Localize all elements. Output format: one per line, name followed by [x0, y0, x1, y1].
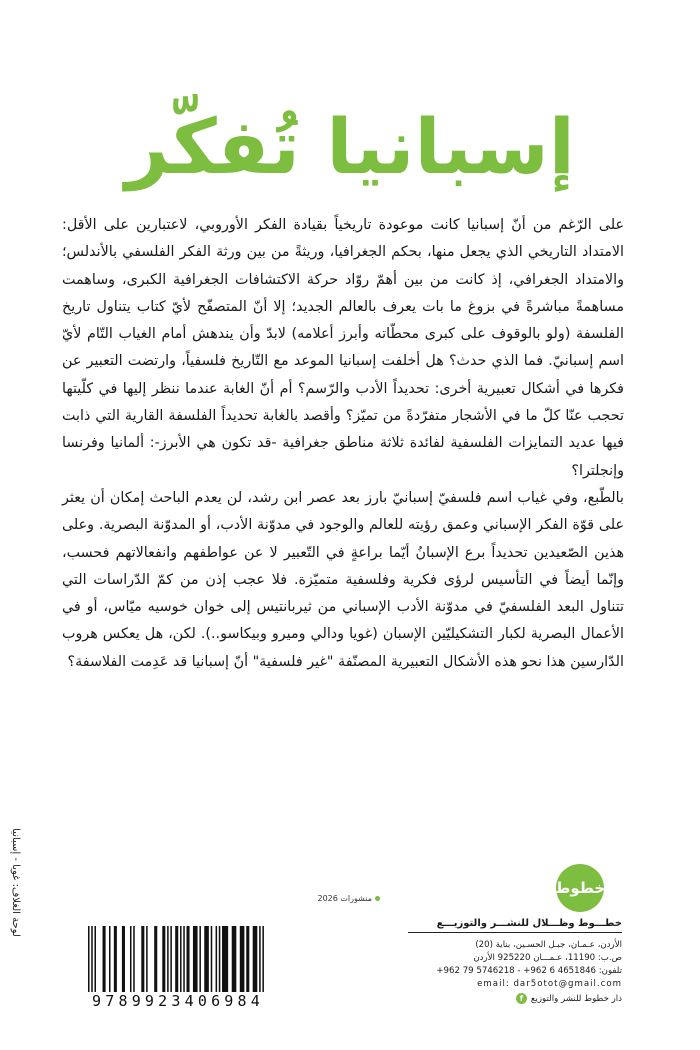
publisher-address: الأردن، عـمـان، جبـل الحسـين، بناية (20) — [475, 940, 622, 950]
publisher-logo — [556, 864, 604, 912]
barcode-bar — [130, 926, 132, 996]
barcode-bar — [259, 926, 261, 996]
edition-text: منشورات 2026 — [317, 894, 372, 903]
barcode-bar — [240, 926, 245, 996]
barcode-bars — [88, 926, 264, 996]
barcode-bar — [262, 926, 264, 996]
barcode-bar — [114, 926, 117, 996]
publisher-logo-text: خطوط — [554, 879, 606, 897]
barcode-bar — [175, 926, 178, 996]
isbn-barcode — [88, 926, 264, 1014]
barcode-bar — [122, 926, 125, 996]
barcode-bar — [204, 926, 209, 996]
barcode-bar — [133, 926, 135, 996]
barcode-bar — [162, 926, 165, 996]
barcode-bar — [146, 926, 148, 996]
edition-label — [300, 894, 380, 903]
cover-art-credit — [0, 822, 30, 942]
facebook-page-name: دار خطوط للنشر والتوزيع — [530, 993, 622, 1004]
barcode-bar — [246, 926, 249, 996]
publisher-email: email: dar5otot@gmail.com — [477, 979, 622, 989]
barcode-bar — [222, 926, 228, 996]
bullet-icon — [375, 896, 380, 901]
barcode-bar — [180, 926, 182, 996]
barcode-bar — [103, 926, 106, 996]
cover-art-credit-text: لوحة الغلاف: غويا - إسبانيا — [9, 827, 21, 937]
publisher-info — [408, 918, 622, 1004]
barcode-bar — [109, 926, 111, 996]
barcode-bar — [232, 926, 237, 996]
barcode-bar — [154, 926, 157, 996]
barcode-bar — [193, 926, 198, 996]
barcode-bar — [167, 926, 169, 996]
barcode-bar — [219, 926, 221, 996]
barcode-bar — [211, 926, 213, 996]
facebook-icon: f — [516, 993, 527, 1004]
barcode-bar — [91, 926, 93, 996]
barcode-bar — [183, 926, 185, 996]
back-cover-text — [62, 212, 624, 676]
publisher-po-box: ص.ب: 11190، عـمـــان 925220 الأردن — [473, 953, 622, 963]
barcode-bar — [199, 926, 201, 996]
publisher-facebook — [408, 993, 622, 1004]
publisher-name: خطـــوط وظـــلال للنشـــر والتوزيـــع — [408, 918, 622, 933]
barcode-bar — [141, 926, 144, 996]
publisher-phone: تلفون: 4651846 6 962+ - 5746218 79 962+ — [436, 966, 622, 976]
barcode-bar — [94, 926, 96, 996]
paragraph-2: بالطّبع، وفي غياب اسم فلسفيّ إسبانيّ بارز بعد عصر ابن رشد، لن يعدم الباحث إمكان أن يعثر على قوّة الفكر الإسباني وعمق رؤيته للعالم والوجود في مدوّنة الأدب، أو المدوّنة البصرية. وعلى هذين الصّعيدين تحديداً برع الإسبانُ أيّما براعةٍ في التّعبير لا عن عواطفهم وانفعالاتهم فحسب، وإنّما أيضاً في التأسيس لرؤى فكرية وفلسفية متميّزة. فلا عجب إذن من كمّ الدّراسات التي تتناول البعد الفلسفيّ في مدوّنة الأدب الإسباني من ثيربانتيس إلى خوان خوسيه ميّاس، أو في الأعمال البصرية لكبار التشكيليّين الإسبان (غويا ودالي وميرو وبيكاسو..). لكن، هل يعكس هروب الدّارسين هذا نحو هذه الأشكال التعبيرية المصنّفة "غير فلسفية" أنّ إسبانيا قد عَدِمت الفلاسفة؟ — [62, 489, 624, 670]
paragraph-1: على الرّغم من أنّ إسبانيا كانت موعودة تاريخياً بقيادة الفكر الأوروبي، لاعتبارين على الأقل: الامتداد التاريخي الذي يجعل منها، بحكم الجغرافيا، وريثةً من بين ورثة الفكر الفلسفي بالأندلس؛ والامتداد الجغرافي، إذ كانت من بين أهمّ روّاد حركة الاكتشافات الجغرافية الكبرى، وساهمت مساهمةً مباشرةً في بزوغ ما بات يعرف بالعالم الجديد؛ إلا أنّ المتصفّح لأيّ كتاب يتناول تاريخ الفلسفة (ولو بالوقوف على كبرى محطّاته وأبرز أعلامه) لابدّ وأن يندهش أمام الغياب التّام لأيّ اسم إسبانيّ. فما الذي حدث؟ هل أخلفت إسبانيا الموعد مع التّاريخ فلسفياً، وارتضت التعبير عن فكرها في أشكال تعبيرية أخرى: تحديداً الأدب والرّسم؟ أم أنّ الغابة عندما ننظر إليها في كلّيتها تحجب عنّا كلّ ما في الأشجار متفرّدةً من تميّز؟ وأقصد بالغابة تحديداً الفلسفة القارية التي ذابت فيها عديد التمايزات الفلسفية لفائدة ثلاثة مناطق جغرافية -قد تكون هي الأبرز-: ألمانيا وفرنسا وإنجلترا؟ — [62, 217, 624, 479]
barcode-bar — [216, 926, 218, 996]
barcode-bar — [187, 926, 190, 996]
barcode-bar — [170, 926, 172, 996]
barcode-bar — [253, 926, 258, 996]
barcode-bar — [88, 926, 90, 996]
book-title: إسبانيا تُفكّر — [125, 102, 575, 191]
isbn-number: 9789923406984 — [80, 992, 276, 1010]
